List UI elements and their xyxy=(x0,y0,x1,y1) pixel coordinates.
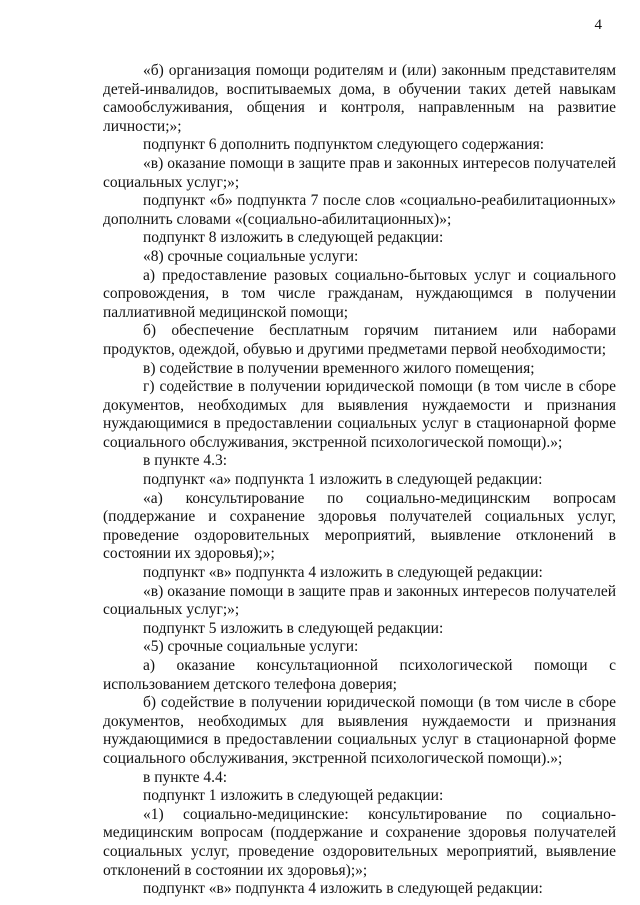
paragraph: б) обеспечение бесплатным горячим питанием или наборами продуктов, одеждой, обувью и другими предметами первой необходимости; xyxy=(103,322,616,358)
paragraph: а) оказание консультационной психологической помощи с использованием детского телефона доверия; xyxy=(103,657,616,693)
paragraph: подпункт «б» подпункта 7 после слов «социально-реабилитационных» дополнить словами «(социально-абилитационных)»; xyxy=(103,192,616,228)
paragraph: подпункт 5 изложить в следующей редакции: xyxy=(143,619,444,637)
paragraph: «1) социально-медицинские: консультирование по социально-медицинским вопросам (поддержание и сохранение здоровья получателей социальных услуг, проведение оздоровительных мероприятий, выявление отклонений в состоянии их здоровья);»; xyxy=(103,805,616,879)
paragraph: в пункте 4.3: xyxy=(143,452,228,470)
paragraph: «а) консультирование по социально-медицинским вопросам (поддержание и сохранение здоровья получателей социальных услуг, проведение оздоровительных мероприятий, выявление отклонений в состоянии их здоровья);»; xyxy=(103,489,616,563)
paragraph: б) содействие в получении юридической помощи (в том числе в сборе документов, необходимых для выявления нуждаемости и признания нуждающимися в предоставлении социальных услуг в стационарной форме социального обслуживания, экстренной психологической помощи).»; xyxy=(103,694,616,767)
document-body xyxy=(103,62,616,899)
paragraph: подпункт 1 изложить в следующей редакции: xyxy=(143,787,444,805)
paragraph: подпункт «в» подпункта 4 изложить в следующей редакции: xyxy=(143,564,543,582)
paragraph: г) содействие в получении юридической помощи (в том числе в сборе документов, необходимых для выявления нуждаемости и признания нуждающимися в предоставлении социальных услуг в стационарной форме социального обслуживания, экстренной психологической помощи).»; xyxy=(103,378,616,451)
paragraph: в) содействие в получении временного жилого помещения; xyxy=(143,359,535,377)
paragraph: «в) оказание помощи в защите прав и законных интересов получателей социальных услуг;»; xyxy=(103,154,616,191)
paragraph: «8) срочные социальные услуги: xyxy=(143,247,359,265)
paragraph: «в) оказание помощи в защите прав и законных интересов получателей социальных услуг;»; xyxy=(103,582,616,619)
page-number: 4 xyxy=(594,17,602,33)
paragraph: подпункт «а» подпункта 1 изложить в следующей редакции: xyxy=(143,471,543,489)
paragraph: «5) срочные социальные услуги: xyxy=(143,638,359,656)
paragraph: подпункт «в» подпункта 4 изложить в следующей редакции: xyxy=(143,880,543,898)
paragraph: подпункт 8 изложить в следующей редакции: xyxy=(143,229,444,247)
paragraph: в пункте 4.4: xyxy=(143,768,228,786)
paragraph: подпункт 6 дополнить подпунктом следующего содержания: xyxy=(143,136,545,154)
paragraph: «б) организация помощи родителям и (или) законным представителям детей-инвалидов, воспитываемых дома, в обучении таких детей навыкам самообслуживания, общения и контроля, направленным на развитие личности;»; xyxy=(103,62,616,135)
paragraph: а) предоставление разовых социально-бытовых услуг и социального сопровождения, в том числе гражданам, нуждающимся в получении паллиативной медицинской помощи; xyxy=(103,266,616,321)
